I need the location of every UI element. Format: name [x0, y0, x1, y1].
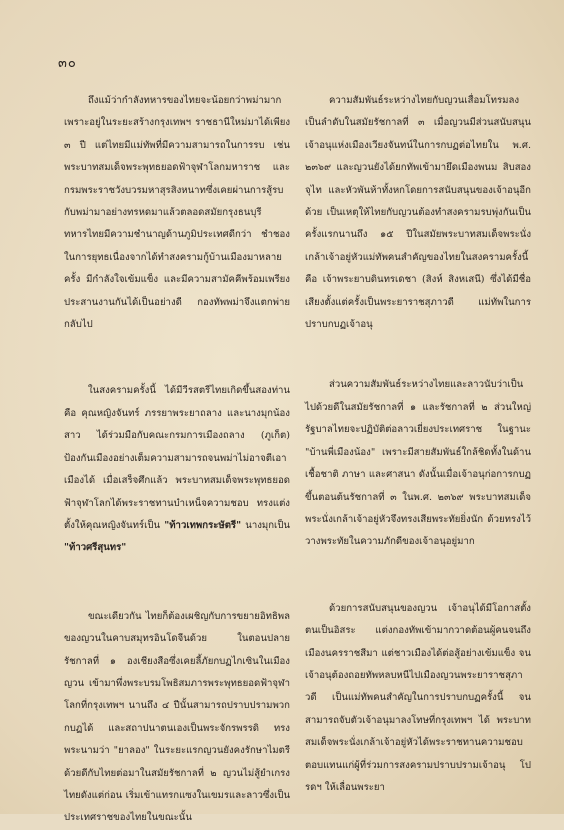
heroines-connector: นางมุกเป็น	[241, 519, 290, 531]
title-thao-si-sunthon: "ท้าวศรีสุนทร"	[64, 542, 127, 554]
paragraph-vietnam-influence: ขณะเดียวกัน ไทยก็ต้องเผชิญกับการขยายอิทธิพลของญวนในคาบสมุทรอินโดจีนด้วย ในตอนปลายรัชกาลที่ ๑ องเชียงสือซึ่งเคยลี้ภัยกบฏไกเซินในเมืองญวน เข้ามาพึ่งพระบรมโพธิสมภารพระพุทธยอดฟ้าจุฬาโลกที่กรุงเทพฯ นานถึง ๔ ปีนั้นสามารถปราบปรามพวกกบฏได้ และสถาปนาตนเองเป็นพระจักรพรรดิ ทรงพระนามว่า "ยาลอง" ในระยะแรกญวนยังคงรักษาไมตรีด้วยดีกับไทยต่อมาในสมัยรัชกาลที่ ๒ ญวนไม่สู้ยำเกรงไทยดังแต่ก่อน เริ่มเข้าแทรกแซงในเขมรและลาวซึ่งเป็นประเทศราชของไทยในขณะนั้น	[64, 610, 290, 824]
paragraph-gap	[305, 554, 531, 598]
left-column	[64, 90, 290, 830]
page-number: ๓๐	[58, 56, 77, 71]
heroines-text: ในสงครามครั้งนี้ ได้มีวีรสตรีไทยเกิดขึ้นสองท่าน คือ คุณหญิงจันทร์ ภรรยาพระยาถลาง และนางมุกน้องสาว ได้ร่วมมือกับคณะกรมการเมืองถลาง (ภูเก็ต) ป้องกันเมืองอย่างเต็มความสามารถจนพม่าไม่อาจตีเอาเมืองได้ เมื่อเสร็จศึกแล้ว พระบาทสมเด็จพระพุทธยอดฟ้าจุฬาโลกได้พระราชทานบำเหน็จความชอบ ทรงแต่งตั้งให้คุณหญิงจันทร์เป็น	[64, 385, 290, 531]
paragraph-army-strength: ถึงแม้ว่ากำลังทหารของไทยจะน้อยกว่าพม่ามาก เพราะอยู่ในระยะสร้างกรุงเทพฯ ราชธานีใหม่มาได้เพียง ๓ ปี แต่ไทยมีแม่ทัพที่มีความสามารถในการรบ เช่น พระบาทสมเด็จพระพุทธยอดฟ้าจุฬาโลกมหาราช และกรมพระราชวังบวรมหาสุรสิงหนาทซึ่งเคยผ่านการสู้รบกับพม่ามาอย่างทรหดมาแล้วตลอดสมัยกรุงธนบุรี ทหารไทยมีความชำนาญด้านภูมิประเทศดีกว่า ชำชองในการยุทธเนื่องจากได้ทำสงครามกู้บ้านเมืองมาหลายครั้ง มีกำลังใจเข้มแข็ง และมีความสามัคคีพร้อมเพรียงประสานงานกันได้เป็นอย่างดี กองทัพพม่าจึงแตกพ่ายกลับไป	[64, 95, 290, 331]
paragraph-thai-lao-relations: ส่วนความสัมพันธ์ระหว่างไทยและลาวนับว่าเป็นไปด้วยดีในสมัยรัชกาลที่ ๑ และรัชกาลที่ ๒ ส่วนใหญ่รัฐบาลไทยจะปฏิบัติต่อลาวเยี่ยงประเทศราช ในฐานะ "บ้านพี่เมืองน้อง" เพราะมีสายสัมพันธ์ใกล้ชิดทั้งในด้านเชื้อชาติ ภาษา และศาสนา ดังนั้นเมื่อเจ้าอนุก่อการกบฏขึ้นตอนต้นรัชกาลที่ ๓ ในพ.ศ. ๒๓๖๙ พระบาทสมเด็จพระนั่งเกล้าเจ้าอยู่หัวจึงทรงเสียพระทัยยิ่งนัก ด้วยทรงไว้วางพระทัยในความภักดีของเจ้าอนุอยู่มาก	[305, 379, 531, 548]
paragraph-gap	[64, 560, 290, 606]
paragraph-heroines	[64, 380, 290, 559]
paragraph-gap	[305, 336, 531, 374]
title-thao-thep-krasattri: "ท้าวเทพกระษัตรี"	[164, 519, 242, 531]
right-column	[305, 90, 531, 799]
paragraph-gap	[64, 336, 290, 380]
paragraph-chao-anu-rebellion: ด้วยการสนับสนุนของญวน เจ้าอนุได้มีโอกาสตั้งตนเป็นอิสระ แต่งกองทัพเข้ามากวาดต้อนผู้คนจนถึงเมืองนครราชสีมา แต่ชาวเมืองได้ต่อสู้อย่างเข้มแข็ง จนเจ้าอนุต้องถอยทัพหลบหนีไปเมืองญวนพระยาราชสุภาวดี เป็นแม่ทัพคนสำคัญในการปราบกบฏครั้งนี้ จนสามารถจับตัวเจ้าอนุมาลงโทษที่กรุงเทพฯ ได้ พระบาทสมเด็จพระนั่งเกล้าเจ้าอยู่หัวได้พระราชทานความชอบตอบแทนแก่ผู้ที่ร่วมการสงครามปราบปรามเจ้าอนุ โปรดฯ ให้เลื่อนพระยา	[305, 602, 531, 793]
paragraph-thai-vietnam-relations: ความสัมพันธ์ระหว่างไทยกับญวนเสื่อมโทรมลงเป็นลำดับในสมัยรัชกาลที่ ๓ เมื่อญวนมีส่วนสนับสนุนเจ้าอนุแห่งเมืองเวียงจันทน์ในการกบฏต่อไทยใน พ.ศ. ๒๓๖๙ และญวนยังได้ยกทัพเข้ามายึดเมืองพนม สิบสองจุไท และหัวพันห้าทั้งหกโดยการสนับสนุนของเจ้าอนุอีกด้วย เป็นเหตุให้ไทยกับญวนต้องทำสงครามรบพุ่งกันเป็นครั้งแรกนานถึง ๑๕ ปีในสมัยพระบาทสมเด็จพระนั่งเกล้าเจ้าอยู่หัวแม่ทัพคนสำคัญของไทยในสงครามครั้งนี้คือ เจ้าพระยาบดินทรเดชา (สิงห์ สิงหเสนี) ซึ่งได้มีชื่อเสียงตั้งแต่ครั้งเป็นพระยาราชสุภาวดี แม่ทัพในการปราบกบฏเจ้าอนุ	[305, 95, 531, 331]
